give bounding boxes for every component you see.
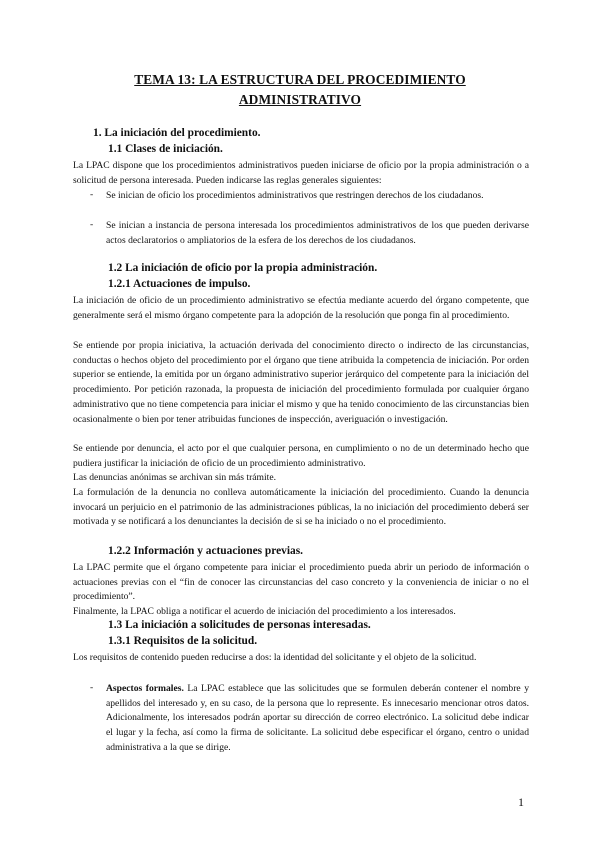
bullet-dash: - (90, 682, 94, 693)
subsection-1-2-heading: 1.2 La iniciación de oficio por la propia administración. (108, 262, 378, 274)
paragraph-requisitos: Los requisitos de contenido pueden reducirse a dos: la identidad del solicitante y el objeto de la solicitud. (73, 652, 477, 663)
subsection-1-2-2-heading: 1.2.2 Información y actuaciones previas. (108, 545, 304, 557)
subsection-1-3-heading: 1.3 La iniciación a solicitudes de personas interesadas. (108, 619, 371, 631)
bullet-item-aspectos-formales (106, 682, 529, 756)
page-number: 1 (518, 795, 524, 809)
bullet-text-aspectos-formales: La LPAC establece que las solicitudes que se formulen deberán contener el nombre y apellidos del interesado y, en su caso, de la persona que lo represente. Es innecesario mencionar otros datos. Adicionalmente, los interesados podrán aportar su dirección de correo electrónico. La solicitud debe indicar el lugar y la fecha, así como la firma de solicitante. La solicitud debe especificar el órgano, centro o unidad administrativa a la que se dirige. (106, 683, 529, 753)
bullet-dash: - (90, 189, 94, 200)
paragraph-notificar-acuerdo: Finalmente, la LPAC obliga a notificar el acuerdo de iniciación del procedimiento a los interesados. (73, 606, 456, 617)
bullet-item-oficio: Se inician de oficio los procedimientos administrativos que restringen derechos de los ciudadanos. (106, 190, 484, 201)
bullet-label-aspectos-formales: Aspectos formales. (106, 683, 184, 694)
subsection-1-2-1-heading: 1.2.1 Actuaciones de impulso. (108, 278, 251, 290)
paragraph-iniciacion-oficio: La iniciación de oficio de un procedimiento administrativo se efectúa mediante acuerdo del órgano competente, que generalmente será el mismo órgano competente para la adopción de la resolución que ponga fin al procedimiento. (73, 295, 529, 321)
bullet-dash: - (90, 219, 94, 230)
paragraph-denuncias-anonimas: Las denuncias anónimas se archivan sin más trámite. (73, 472, 277, 483)
subsection-1-1-heading: 1.1 Clases de iniciación. (108, 143, 223, 155)
subsection-1-3-1-heading: 1.3.1 Requisitos de la solicitud. (108, 635, 258, 647)
paragraph-propia-iniciativa: Se entiende por propia iniciativa, la actuación derivada del conocimiento directo o indirecto de las circunstancias, conductas o hechos objeto del procedimiento por el órgano que tiene atribuida la competencia de iniciación. Por orden superior se entiende, la emitida por un órgano administrativo superior jerárquico del competente para la iniciación del procedimiento. Por petición razonada, la propuesta de iniciación del procedimiento formulada por cualquier órgano administrativo que no tiene competencia para iniciar el mismo y que ha tenido conocimiento de las circunstancias bien ocasionalmente o bien por tener atribuidas funciones de inspección, averiguación o investigación. (73, 340, 529, 425)
paragraph-denuncia: Se entiende por denuncia, el acto por el que cualquier persona, en cumplimiento o no de un determinado hecho que pudiera justificar la iniciación de oficio de un procedimiento administrativo. (73, 443, 529, 469)
bullet-item-instancia: Se inician a instancia de persona interesada los procedimientos administrativos de los que pueden derivarse actos declaratorios o ampliatorios de la esfera de los derechos de los ciudadanos. (106, 220, 529, 246)
paragraph-informacion-previa: La LPAC permite que el órgano competente para iniciar el procedimiento pueda abrir un periodo de información o actuaciones previas con el “fin de conocer las circunstancias del caso concreto y la conveniencia de iniciar o no el procedimiento”. (73, 562, 529, 603)
page-title-line-1: TEMA 13: LA ESTRUCTURA DEL PROCEDIMIENTO (134, 72, 466, 87)
subsection-1-1-intro: La LPAC dispone que los procedimientos administrativos pueden iniciarse de oficio por la propia administración o a solicitud de persona interesada. Pueden indicarse las reglas generales siguientes: (73, 160, 529, 186)
paragraph-formulacion-denuncia: La formulación de la denuncia no conlleva automáticamente la iniciación del procedimiento. Cuando la denuncia invocará un perjuicio en el patrimonio de las administraciones públicas, la no iniciación del procedimiento deberá ser motivada y se notificará a los denunciantes la decisión de si se ha iniciado o no el procedimiento. (73, 487, 529, 528)
section-1-heading: 1. La iniciación del procedimiento. (93, 127, 261, 139)
page-title-line-2: ADMINISTRATIVO (238, 92, 362, 107)
